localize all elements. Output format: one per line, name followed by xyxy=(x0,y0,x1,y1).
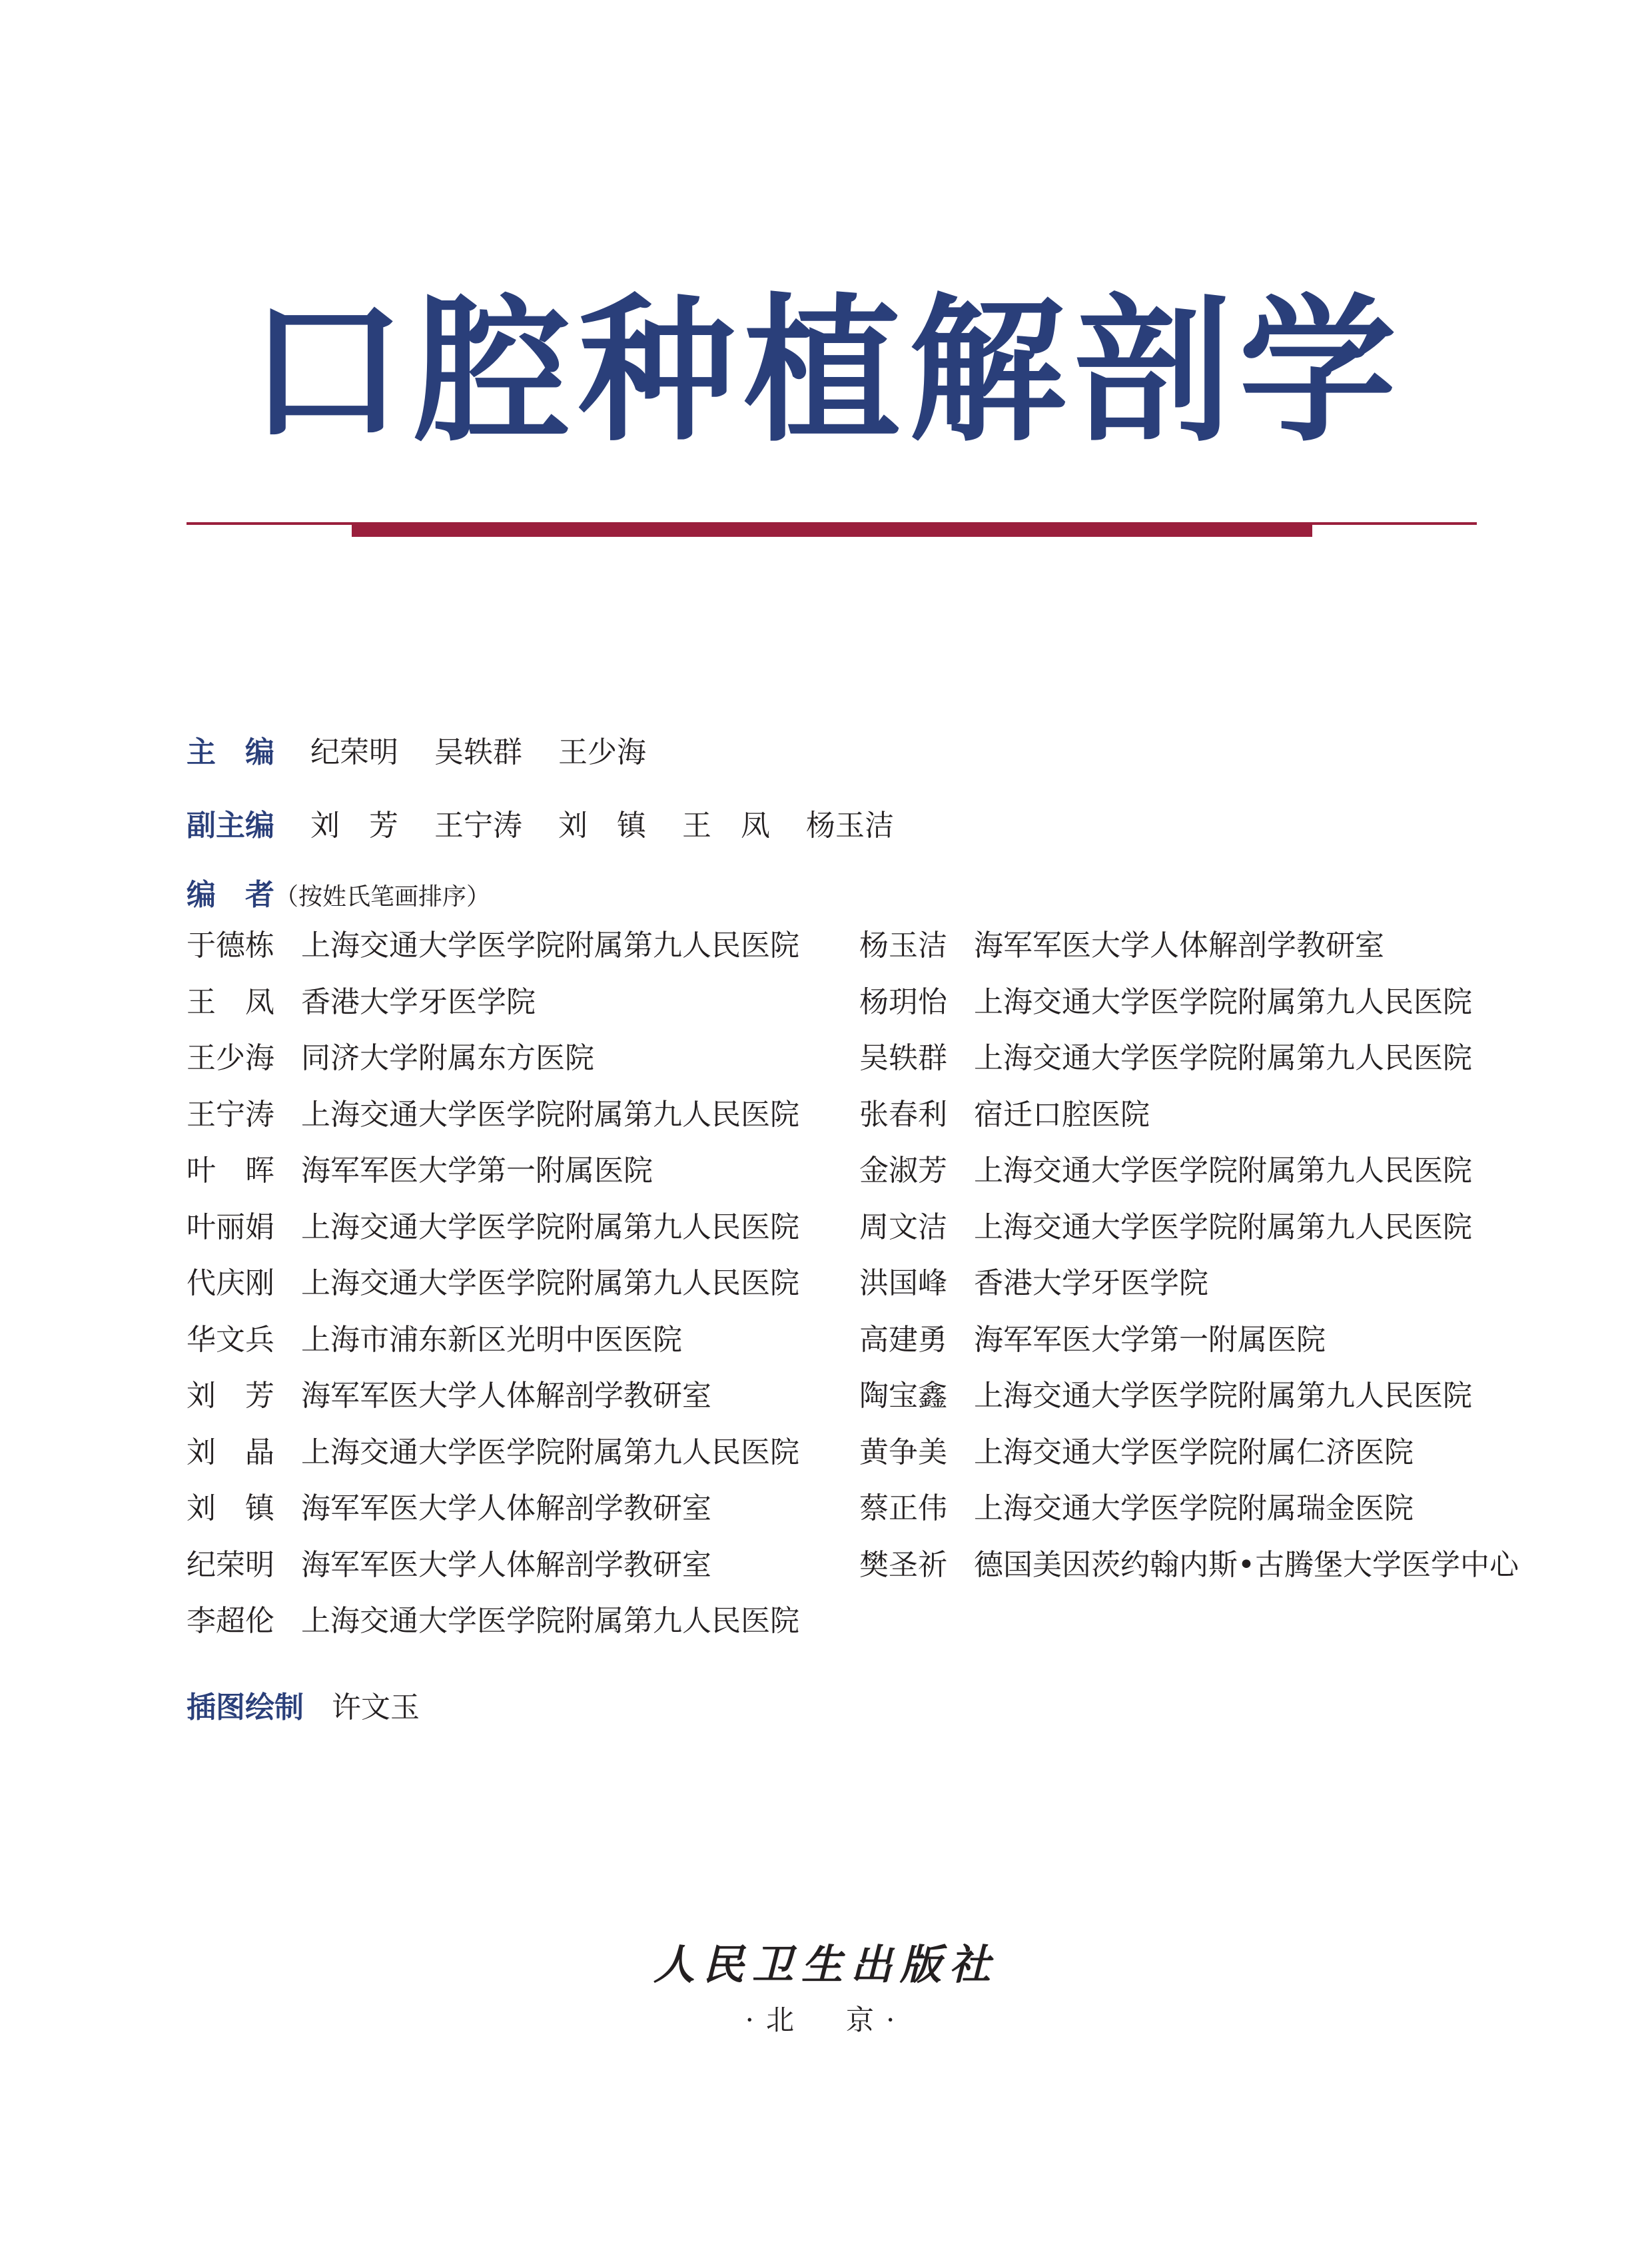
contributor-affiliation: 上海交通大学医学院附属第九人民医院 xyxy=(301,1604,799,1638)
contributor-name: 李超伦 xyxy=(187,1604,274,1638)
contributor-row xyxy=(187,931,799,988)
contributor-affiliation: 海军军医大学第一附属医院 xyxy=(974,1322,1326,1357)
contributor-name: 刘 晶 xyxy=(187,1435,274,1469)
contributor-affiliation: 上海交通大学医学院附属仁济医院 xyxy=(974,1435,1414,1469)
contributor-row xyxy=(187,1041,799,1100)
contributor-name: 于德栋 xyxy=(187,929,274,962)
deputy-editor-name: 杨玉洁 xyxy=(806,809,894,843)
contributor-affiliation: 海军军医大学人体解剖学教研室 xyxy=(974,929,1384,962)
contributor-name: 陶宝鑫 xyxy=(859,1379,947,1413)
contributor-affiliation: 同济大学附属东方医院 xyxy=(301,1041,594,1075)
contributor-affiliation: 海军军医大学人体解剖学教研室 xyxy=(301,1379,711,1413)
contributor-affiliation: 上海交通大学医学院附属第九人民医院 xyxy=(974,984,1472,1019)
contributor-name: 叶 晖 xyxy=(187,1154,274,1188)
contributor-row xyxy=(859,1266,1519,1325)
deputy-editor-name: 刘 镇 xyxy=(558,809,646,843)
contributor-name: 周文洁 xyxy=(859,1210,947,1244)
contributor-row xyxy=(187,1210,799,1270)
chief-editor-name: 纪荣明 xyxy=(310,735,398,769)
contributor-name: 杨玉洁 xyxy=(859,929,947,962)
deputy-editors xyxy=(187,811,921,841)
contributor-row xyxy=(187,1322,799,1382)
contributor-name: 吴轶群 xyxy=(859,1041,947,1075)
deputy-editor-name: 王 凤 xyxy=(682,809,770,843)
chief-editors xyxy=(187,735,673,769)
contributor-row xyxy=(187,1435,799,1495)
contributor-row xyxy=(187,984,799,1044)
contributor-row xyxy=(859,1491,1519,1551)
contributor-row xyxy=(859,1097,1519,1157)
deputy-editors-label: 副主编 xyxy=(187,809,274,843)
contributor-name: 高建勇 xyxy=(859,1322,947,1357)
contributor-affiliation: 海军军医大学人体解剖学教研室 xyxy=(301,1547,711,1582)
contributor-row xyxy=(859,1435,1519,1495)
contributor-name: 王 凤 xyxy=(187,984,274,1019)
title-rule-thick xyxy=(352,522,1312,537)
contributor-affiliation: 上海交通大学医学院附属第九人民医院 xyxy=(301,929,799,962)
publisher-logo: 人民卫生出版社 xyxy=(653,1940,999,1989)
contributor-affiliation: 上海交通大学医学院附属第九人民医院 xyxy=(974,1041,1472,1075)
deputy-editor-name: 王宁涛 xyxy=(434,809,522,843)
contributors-heading xyxy=(187,878,491,912)
contributor-affiliation: 海军军医大学第一附属医院 xyxy=(301,1154,653,1188)
contributor-row xyxy=(859,1210,1519,1270)
contributor-affiliation: 上海交通大学医学院附属第九人民医院 xyxy=(301,1210,799,1244)
contributors-right-column xyxy=(859,931,1519,1607)
contributor-row xyxy=(859,1041,1519,1100)
contributor-row xyxy=(859,1156,1519,1213)
contributor-row xyxy=(859,1381,1519,1438)
contributor-row xyxy=(187,1604,799,1663)
contributor-row xyxy=(859,1547,1519,1607)
contributor-name: 华文兵 xyxy=(187,1322,274,1357)
contributor-row xyxy=(859,931,1519,988)
contributor-row xyxy=(187,1266,799,1325)
contributor-affiliation: 上海交通大学医学院附属第九人民医院 xyxy=(974,1210,1472,1244)
contributor-affiliation: 香港大学牙医学院 xyxy=(974,1266,1208,1300)
contributor-row xyxy=(859,1322,1519,1382)
contributor-name: 王少海 xyxy=(187,1041,274,1075)
contributor-name: 纪荣明 xyxy=(187,1547,274,1582)
contributor-affiliation: 香港大学牙医学院 xyxy=(301,984,536,1019)
contributor-row xyxy=(187,1547,799,1607)
contributor-affiliation: 上海交通大学医学院附属第九人民医院 xyxy=(301,1435,799,1469)
contributor-name: 樊圣祈 xyxy=(859,1547,947,1582)
contributor-affiliation: 上海市浦东新区光明中医医院 xyxy=(301,1322,682,1357)
contributor-affiliation: 宿迁口腔医院 xyxy=(974,1097,1150,1132)
contributor-row xyxy=(859,984,1519,1044)
contributor-name: 黄争美 xyxy=(859,1435,947,1469)
contributors-left-column xyxy=(187,931,799,1663)
chief-editors-label: 主 编 xyxy=(187,735,274,769)
contributor-row xyxy=(187,1491,799,1551)
book-title: 口腔种植解剖学 xyxy=(247,280,1404,463)
contributor-affiliation: 上海交通大学医学院附属第九人民医院 xyxy=(974,1379,1472,1413)
illustrator-label: 插图绘制 xyxy=(187,1690,304,1724)
illustrator xyxy=(187,1690,420,1724)
deputy-editor-name: 刘 芳 xyxy=(310,809,398,843)
contributor-name: 杨玥怡 xyxy=(859,984,947,1019)
contributor-row xyxy=(187,1156,799,1213)
contributor-affiliation: 上海交通大学医学院附属瑞金医院 xyxy=(974,1491,1414,1525)
contributor-name: 张春利 xyxy=(859,1097,947,1132)
contributor-name: 叶丽娟 xyxy=(187,1210,274,1244)
contributor-name: 刘 芳 xyxy=(187,1379,274,1413)
contributor-affiliation: 德国美因茨约翰内斯•古腾堡大学医学中心 xyxy=(974,1547,1519,1582)
contributor-affiliation: 上海交通大学医学院附属第九人民医院 xyxy=(974,1154,1472,1188)
contributor-name: 洪国峰 xyxy=(859,1266,947,1300)
contributor-row xyxy=(187,1097,799,1157)
publisher-city: ·北 京· xyxy=(745,2004,907,2036)
contributor-affiliation: 上海交通大学医学院附属第九人民医院 xyxy=(301,1097,799,1132)
contributor-affiliation: 海军军医大学人体解剖学教研室 xyxy=(301,1491,711,1525)
contributor-affiliation: 上海交通大学医学院附属第九人民医院 xyxy=(301,1266,799,1300)
contributor-name: 刘 镇 xyxy=(187,1491,274,1525)
contributors-note: （按姓氏笔画排序） xyxy=(274,883,491,911)
chief-editor-name: 王少海 xyxy=(558,735,646,769)
contributors-label: 编 者 xyxy=(187,878,274,912)
illustrator-name: 许文玉 xyxy=(332,1690,420,1724)
contributor-name: 金淑芳 xyxy=(859,1154,947,1188)
contributor-name: 王宁涛 xyxy=(187,1097,274,1132)
contributor-name: 代庆刚 xyxy=(187,1266,274,1300)
contributor-name: 蔡正伟 xyxy=(859,1491,947,1525)
contributor-row xyxy=(187,1381,799,1438)
chief-editor-name: 吴轶群 xyxy=(434,735,522,769)
